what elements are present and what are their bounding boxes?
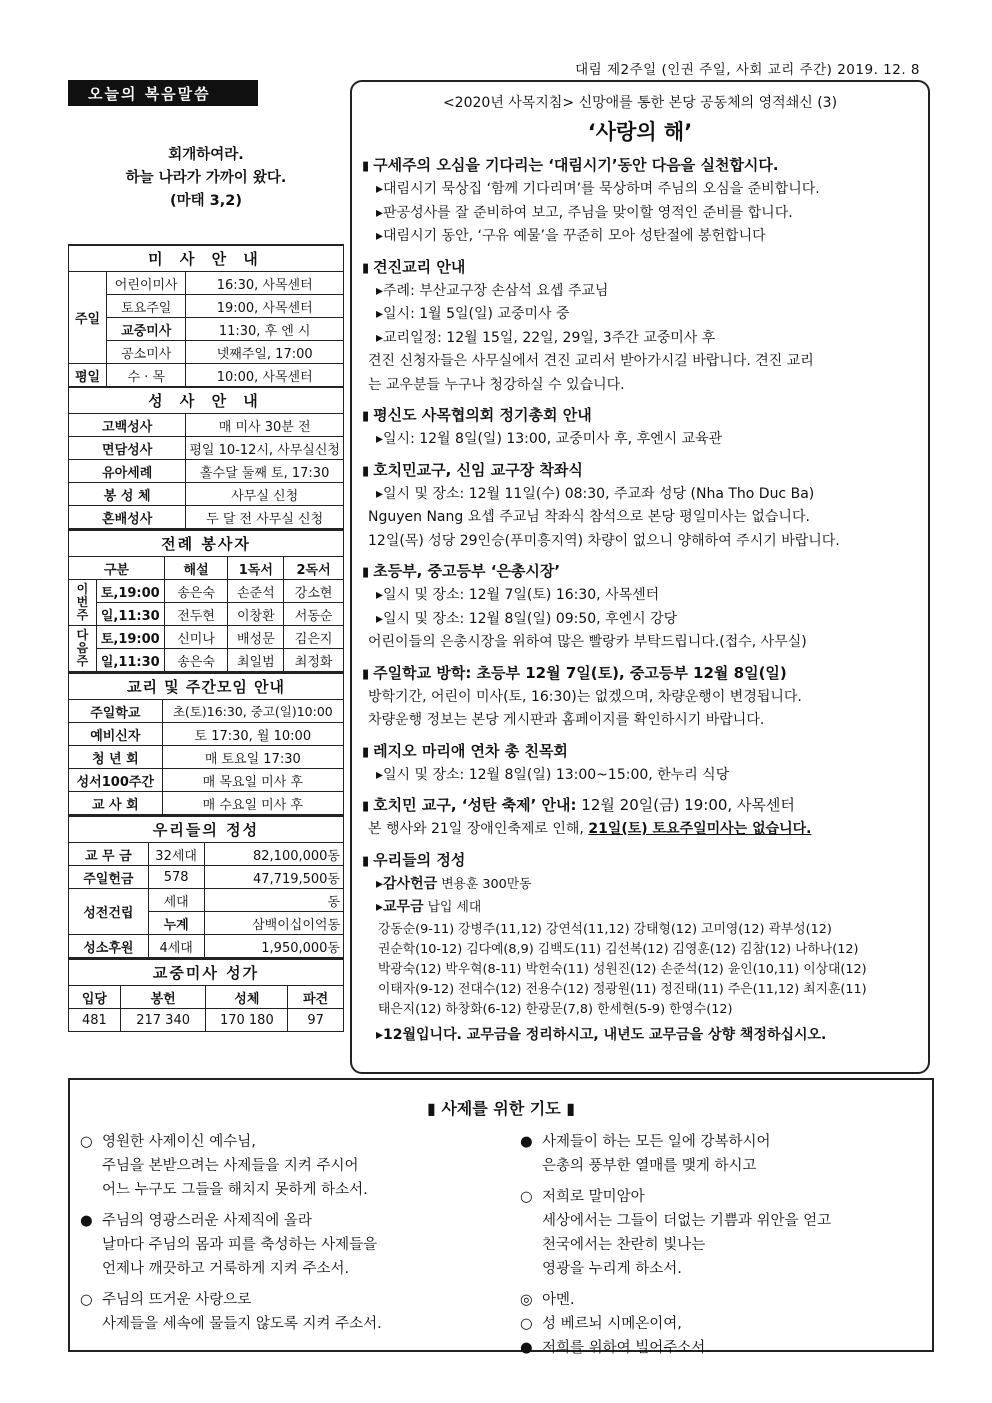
class-value: 매 목요일 미사 후 (162, 769, 343, 792)
support-count: 4세대 (148, 935, 204, 958)
prayer-line (520, 1130, 920, 1154)
info-table (68, 244, 344, 529)
offering-name: 교 무 금 (69, 843, 149, 866)
prayer-line: 영광을 누리게 하소서. (542, 1261, 682, 1277)
section-heading: ▮ 평신도 사목협의회 정기총회 안내 (362, 406, 592, 424)
server-cell: 최정화 (284, 649, 344, 672)
notice-line: 방학기간, 어린이 미사(토, 16:30)는 없겠으며, 차량운행이 변경됩니다. (368, 688, 802, 705)
prayer-line (520, 1336, 920, 1360)
class-name: 성서100주간 (69, 769, 163, 792)
server-cell: 서동순 (284, 603, 344, 626)
class-name: 청 년 회 (69, 746, 163, 769)
notice-line: ▸일시 및 장소: 12월 11일(수) 08:30, 주교좌 성당 (Nha Tho Duc Ba) (376, 485, 815, 502)
dues-text: 납입 세대 (423, 900, 482, 915)
sacrament-name: 혼배성사 (69, 506, 186, 529)
section-heading: ▮ 호치민 교구, ‘성탄 축제’ 안내: 12월 20일(금) 19:00, 사목센터 (362, 796, 795, 814)
page-header: 대림 제2주일 (인권 주일, 사회 교리 주간) 2019. 12. 8 (575, 62, 920, 78)
servers-header: 해설 (164, 557, 228, 580)
mass-time: 19:00, 사목센터 (186, 295, 344, 318)
circle-icon: ○ (80, 1134, 93, 1150)
section-heading-text: 구세주의 오심을 기다리는 ‘대림시기’동안 다음을 실천합시다. (373, 156, 779, 174)
notice-subtitle: <2020년 사목지침> 신망애를 통한 본당 공동체의 영적쇄신 (3) (442, 95, 838, 111)
circle-icon: ○ (80, 1292, 93, 1308)
class-value: 초(토)16:30, 중고(일)10:00 (162, 700, 343, 723)
filled-circle-icon: ● (520, 1340, 533, 1356)
section-heading-text: 우리들의 정성 (373, 850, 466, 869)
prayer-stanza (80, 1209, 500, 1281)
offering-count: 32세대 (148, 843, 204, 866)
prayer-line (520, 1312, 920, 1336)
notice-line: 차량운행 정보는 본당 게시판과 홈페이지를 확인하시기 바랍니다. (368, 712, 765, 728)
prayer-stanza (80, 1130, 500, 1202)
gospel-bar: 오늘의 복음말씀 (68, 80, 258, 106)
sacrament-name: 봉 성 체 (69, 483, 186, 506)
dues-names-line: 박광숙(12) 박우혁(8-11) 박헌숙(11) 성원진(12) 손준석(12) 윤인(10,11) 이상대(12) (378, 961, 867, 977)
circle-icon: ○ (520, 1189, 533, 1205)
filled-circle-icon: ● (80, 1213, 93, 1229)
notice-line: 12일(목) 성당 29인승(푸미흥지역) 차량이 없으니 양해하여 주시기 바랍니다. (368, 532, 840, 549)
section-heading-text: 견진교리 안내 (373, 257, 466, 276)
section-heading-text: 호치민 교구, ‘성탄 축제’ 안내: (373, 796, 577, 814)
sacrament-value: 사무실 신청 (186, 483, 344, 506)
server-cell: 손준석 (228, 580, 284, 603)
notice-line: 어린이들의 은총시장을 위하여 많은 빨랑카 부탁드립니다.(접수, 사무실) (368, 634, 807, 650)
offering-name: 주일헌금 (69, 866, 149, 889)
choir-header: 입당 (69, 986, 121, 1009)
mass-name: 토요주일 (107, 295, 186, 318)
gospel-text (68, 144, 344, 244)
server-day: 일,11:30 (96, 649, 164, 672)
class-name: 교 사 회 (69, 792, 163, 815)
section-heading-text: 주일학교 방학: 초등부 12월 7일(토), 중고등부 12월 8일(일) (373, 663, 787, 682)
mass-name: 어린이미사 (107, 272, 186, 295)
choir-table (68, 958, 344, 1032)
sunday-label: 주일 (69, 272, 107, 364)
choir-header: 파견 (288, 986, 344, 1009)
notice-line (362, 896, 918, 920)
server-cell: 최일범 (228, 649, 284, 672)
choir-title: 교중미사 성가 (69, 959, 344, 986)
sacrament-name: 고백성사 (69, 414, 186, 437)
double-circle-icon: ◎ (520, 1292, 533, 1308)
construction-value: 동 (204, 889, 343, 912)
support-name: 성소후원 (69, 935, 149, 958)
servers-title: 전례 봉사자 (69, 530, 344, 557)
servers-header: 2독서 (284, 557, 344, 580)
section-heading: ▮ 견진교리 안내 (362, 257, 466, 276)
sacrament-value: 두 달 전 사무실 신청 (186, 506, 344, 529)
mass-time: 16:30, 사목센터 (186, 272, 344, 295)
servers-header: 구분 (69, 557, 165, 580)
mass-time: 넷째주일, 17:00 (186, 341, 344, 364)
dues-label: ▸교무금 (376, 899, 424, 915)
servers-table (68, 529, 344, 672)
section-heading-text: 호치민교구, 신임 교구장 착좌식 (373, 460, 583, 479)
classes-title: 교리 및 주간모임 안내 (69, 673, 344, 700)
notice-line-underlined: 21일(토) 토요주일미사는 없습니다. (588, 821, 812, 837)
circle-icon: ○ (520, 1316, 533, 1332)
offering-amount: 47,719,500동 (204, 866, 343, 889)
choir-header: 성체 (206, 986, 288, 1009)
class-value: 매 수요일 미사 후 (162, 792, 343, 815)
mass-name: 교중미사 (107, 318, 186, 341)
notice-line: ▸주례: 부산교구장 손삼석 요셉 주교님 (376, 282, 609, 299)
notice-line (362, 873, 918, 897)
classes-table (68, 672, 344, 815)
dues-names-line: 권순학(10-12) 김다예(8,9) 김백도(11) 김선복(12) 김영훈(12) 김참(12) 나하나(12) (378, 941, 859, 957)
section-heading-text: 레지오 마리애 연차 총 친목회 (373, 741, 568, 760)
servers-header: 1독서 (228, 557, 284, 580)
prayer-box (68, 1078, 934, 1356)
server-cell: 배성문 (228, 626, 284, 649)
section-heading-text: 초등부, 중고등부 ‘은총시장’ (373, 562, 561, 580)
sacrament-value: 평일 10-12시, 사무실신청 (186, 437, 344, 460)
notice-line (362, 818, 918, 842)
server-cell: 전두현 (164, 603, 228, 626)
gospel-line: 하늘 나라가 가까이 왔다. (125, 170, 287, 186)
prayer-left-column (80, 1130, 500, 1343)
prayer-stanza (520, 1130, 920, 1178)
notice-line: ▸일시 및 장소: 12월 7일(토) 16:30, 사목센터 (376, 587, 660, 603)
notice-line: ▸일시 및 장소: 12월 8일(일) 09:50, 후엔시 강당 (376, 610, 678, 627)
construction-label: 세대 (148, 889, 204, 912)
prayer-stanza (520, 1185, 920, 1281)
prayer-line-text: 저희로 말미암아 (542, 1189, 645, 1205)
section-heading: ▮ 호치민교구, 신임 교구장 착좌식 (362, 460, 583, 479)
notice-line: ▸판공성사를 잘 준비하여 보고, 주님을 맞이할 영적인 준비를 합니다. (376, 204, 793, 221)
prayer-line: 날마다 주님의 몸과 피를 축성하는 사제들을 (102, 1237, 378, 1253)
prayer-line-text: 주님의 영광스러운 사제직에 올라 (102, 1213, 312, 1229)
construction-value: 삼백이십이억동 (204, 912, 343, 935)
mass-name: 공소미사 (107, 341, 186, 364)
sacrament-name: 유아세례 (69, 460, 186, 483)
left-column (68, 80, 344, 1032)
dues-names-line: 강동순(9-11) 강병주(11,12) 강연석(11,12) 강태형(12) 고미영(12) 곽부성(12) (378, 921, 832, 937)
offerings-title: 우리들의 정성 (69, 816, 344, 843)
section-heading-rest: 12월 20일(금) 19:00, 사목센터 (576, 796, 795, 814)
construction-name: 성전건립 (69, 889, 149, 935)
notice-line: ▸대림시기 동안, ‘구유 예물’을 꾸준히 모아 성탄절에 봉헌합니다 (376, 228, 766, 244)
support-amount: 1,950,000동 (204, 935, 343, 958)
prayer-line (80, 1209, 500, 1233)
notice-line: ▸12월입니다. 교무금을 정리하시고, 내년도 교무금을 상향 책정하십시오. (376, 1026, 827, 1043)
server-cell: 신미나 (164, 626, 228, 649)
choir-value: 217 340 (120, 1009, 206, 1032)
notice-line: ▸일시 및 장소: 12월 8일(일) 13:00~15:00, 한누리 식당 (376, 766, 730, 783)
mass-time: 11:30, 후 엔 시 (186, 318, 344, 341)
sacrament-value: 홀수달 둘째 토, 17:30 (186, 460, 344, 483)
notice-line: ▸일시: 1월 5일(일) 교중미사 중 (376, 306, 570, 322)
server-day: 일,11:30 (96, 603, 164, 626)
section-heading: ▮ 주일학교 방학: 초등부 12월 7일(토), 중고등부 12월 8일(일) (362, 663, 787, 682)
notice-line: ▸일시: 12월 8일(일) 13:00, 교중미사 후, 후엔시 교육관 (376, 431, 723, 447)
prayer-line-text: 아멘. (542, 1292, 575, 1308)
sacrament-title: 성 사 안 내 (69, 387, 344, 414)
section-heading: ▮ 우리들의 정성 (362, 850, 466, 869)
this-week-label: 이번주 (69, 580, 97, 626)
offering-count: 578 (148, 866, 204, 889)
server-cell: 송은숙 (164, 649, 228, 672)
prayer-line: 사제들을 세속에 물들지 않도록 지켜 주소서. (102, 1316, 382, 1332)
prayer-line (80, 1130, 500, 1154)
server-day: 토,19:00 (96, 580, 164, 603)
section-heading: ▮ 레지오 마리애 연차 총 친목회 (362, 741, 568, 760)
section-heading: ▮ 초등부, 중고등부 ‘은총시장’ (362, 562, 561, 580)
section-heading-text: 평신도 사목협의회 정기총회 안내 (373, 406, 592, 424)
class-value: 토 17:30, 월 10:00 (162, 723, 343, 746)
construction-label: 누계 (148, 912, 204, 935)
prayer-line: 세상에서는 그들이 더없는 기쁨과 위안을 얻고 (542, 1213, 832, 1229)
class-name: 주일학교 (69, 700, 163, 723)
prayer-stanza (80, 1288, 500, 1336)
prayer-line: 은총의 풍부한 열매를 맺게 하시고 (542, 1158, 757, 1174)
prayer-line-text: 사제들이 하는 모든 일에 강복하시어 (542, 1134, 771, 1150)
notice-line: 견진 신청자들은 사무실에서 견진 교리서 받아가시길 바랍니다. 견진 교리 (368, 353, 814, 369)
gospel-line: 회개하여라. (168, 147, 244, 163)
mass-title: 미 사 안 내 (69, 245, 344, 272)
notice-line: Nguyen Nang 요셉 주교님 착좌식 참석으로 본당 평일미사는 없습니다. (368, 509, 810, 525)
gospel-line: (마태 3,2) (169, 193, 242, 209)
section-heading: ▮ 구세주의 오심을 기다리는 ‘대림시기’동안 다음을 실천합시다. (362, 156, 779, 174)
prayer-line: 천국에서는 찬란히 빛나는 (542, 1237, 706, 1253)
offerings-table (68, 815, 344, 958)
prayer-line: 언제나 깨끗하고 거룩하게 지켜 주소서. (102, 1261, 350, 1277)
choir-value: 97 (288, 1009, 344, 1032)
server-cell: 강소현 (284, 580, 344, 603)
choir-value: 481 (69, 1009, 121, 1032)
server-cell: 송은숙 (164, 580, 228, 603)
weekday-label: 평일 (69, 364, 107, 388)
notice-title: ‘사랑의 해’ (587, 120, 693, 144)
dues-names-line: 이태자(9-12) 전대수(12) 전용수(12) 정광원(11) 정진태(11) 주은(11,12) 최지훈(11) (378, 981, 867, 997)
prayer-right-column (520, 1130, 920, 1360)
mass-time: 10:00, 사목센터 (186, 364, 344, 388)
class-name: 예비신자 (69, 723, 163, 746)
notice-box (350, 80, 930, 1074)
notice-line-text: 본 행사와 21일 장애인축제로 인해, (368, 821, 589, 837)
server-cell: 이창환 (228, 603, 284, 626)
notice-line: ▸대림시기 묵상집 ‘함께 기다리며’를 묵상하며 주님의 오심을 준비합니다. (376, 181, 820, 197)
prayer-line-text: 성 베르뇌 시메온이여, (542, 1316, 682, 1332)
prayer-line (520, 1185, 920, 1209)
prayer-line (520, 1288, 920, 1312)
choir-value: 170 180 (206, 1009, 288, 1032)
prayer-line-text: 영원한 사제이신 예수님, (102, 1134, 256, 1150)
gift-label: ▸감사헌금 (376, 875, 438, 892)
filled-circle-icon: ● (520, 1134, 533, 1150)
notice-line: 는 교우분들 누구나 청강하실 수 있습니다. (368, 376, 625, 393)
prayer-line-text: 주님의 뜨거운 사랑으로 (102, 1292, 252, 1308)
choir-header: 봉헌 (120, 986, 206, 1009)
next-week-label: 다음주 (69, 626, 97, 672)
prayer-line: 어느 누구도 그들을 해치지 못하게 하소서. (102, 1182, 368, 1198)
dues-names-line: 태은지(12) 하창화(6-12) 한광문(7,8) 한세현(5-9) 한영수(12) (378, 1001, 733, 1017)
prayer-line: 주님을 본받으려는 사제들을 지켜 주시어 (102, 1158, 359, 1174)
prayer-title: ▮ 사제를 위한 기도 ▮ (426, 1099, 576, 1118)
prayer-line (80, 1288, 500, 1312)
prayer-line-text: 저희를 위하여 빌어주소서. (542, 1340, 710, 1356)
sacrament-value: 매 미사 30분 전 (186, 414, 344, 437)
notice-line: ▸교리일정: 12월 15일, 22일, 29일, 3주간 교중미사 후 (376, 329, 716, 346)
gift-text: 변용훈 300만동 (437, 876, 532, 892)
class-value: 매 토요일 17:30 (162, 746, 343, 769)
mass-name: 수 · 목 (107, 364, 186, 388)
offering-amount: 82,100,000동 (204, 843, 343, 866)
server-cell: 김은지 (284, 626, 344, 649)
sacrament-name: 면담성사 (69, 437, 186, 460)
server-day: 토,19:00 (96, 626, 164, 649)
